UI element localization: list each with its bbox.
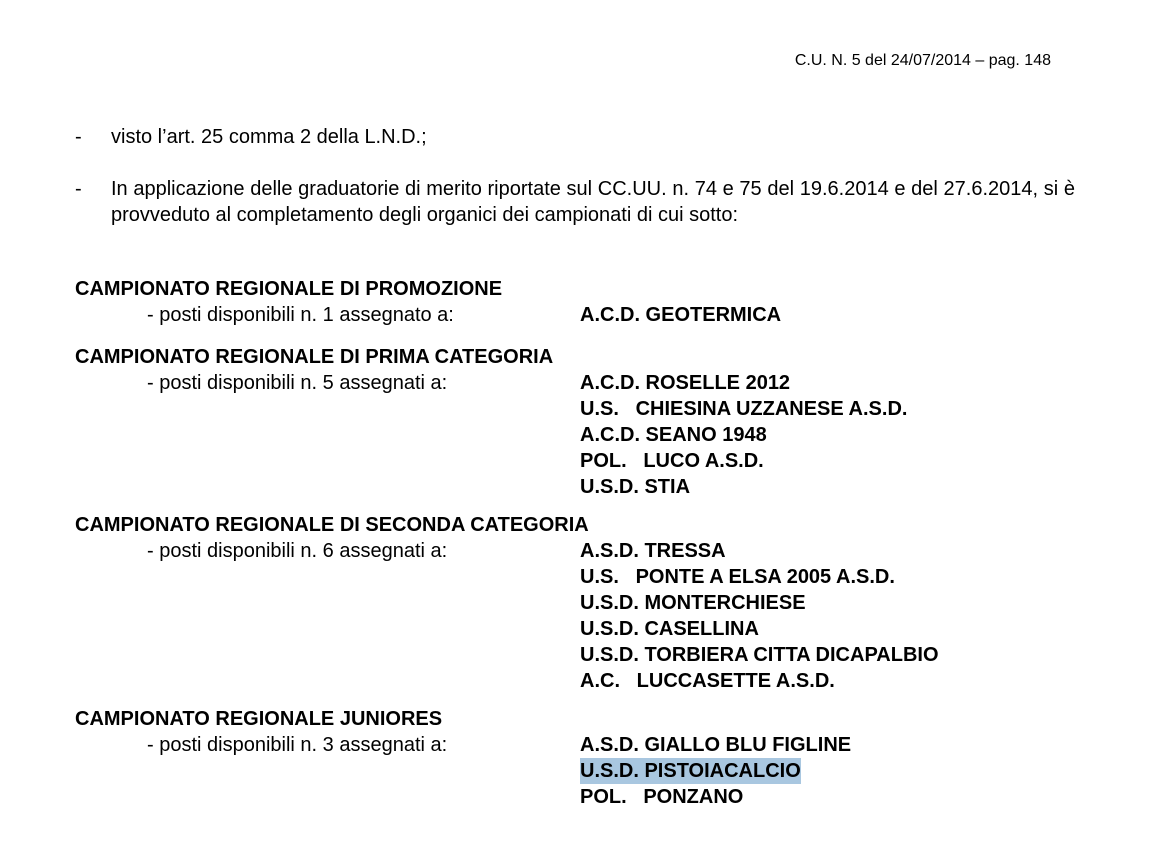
allocation-row [75, 668, 1075, 694]
assigned-team: A.C. LUCCASETTE A.S.D. [580, 670, 835, 692]
allocation-row [75, 784, 1075, 810]
championship-section [75, 706, 1075, 810]
championship-section [75, 512, 1075, 694]
assigned-team: U.S.D. STIA [580, 476, 691, 498]
allocation-row [75, 616, 1075, 642]
allocation-row [75, 448, 1075, 474]
assigned-team: U.S.D. MONTERCHIESE [580, 592, 806, 614]
allocation-label: - posti disponibili n. 5 assegnati a: [147, 372, 448, 394]
assigned-team: A.S.D. GIALLO BLU FIGLINE [580, 734, 852, 756]
allocation-label: - posti disponibili n. 6 assegnati a: [147, 540, 448, 562]
allocation-label: - posti disponibili n. 3 assegnati a: [147, 734, 448, 756]
assigned-team: POL. LUCO A.S.D. [580, 450, 764, 472]
section-title: CAMPIONATO REGIONALE DI PRIMA CATEGORIA [75, 346, 554, 368]
bullet-text: visto l’art. 25 comma 2 della L.N.D.; [111, 126, 427, 148]
allocation-row [75, 422, 1075, 448]
allocation-row [75, 474, 1075, 500]
page-header: C.U. N. 5 del 24/07/2014 – pag. 148 [794, 52, 1051, 69]
assigned-team-selected: U.S.D. PISTOIACALCIO [580, 760, 801, 782]
assigned-team: A.C.D. GEOTERMICA [580, 304, 782, 326]
allocation-row [75, 396, 1075, 422]
allocation-row [75, 564, 1075, 590]
championship-sections [75, 276, 1075, 826]
assigned-team: U.S. PONTE A ELSA 2005 A.S.D. [580, 566, 895, 588]
assigned-team: A.C.D. ROSELLE 2012 [580, 372, 791, 394]
allocation-row [75, 642, 1075, 668]
allocation-row [75, 590, 1075, 616]
bullet-item-applicazione [75, 176, 1075, 228]
assigned-team: U.S. CHIESINA UZZANESE A.S.D. [580, 398, 908, 420]
allocation-label: - posti disponibili n. 1 assegnato a: [147, 304, 454, 326]
bullet-dash: - [75, 126, 82, 148]
bullet-dash: - [75, 178, 82, 200]
allocation-row [75, 732, 1075, 758]
bullet-item-visto [75, 124, 1075, 150]
allocation-row [75, 370, 1075, 396]
championship-section [75, 276, 1075, 328]
allocation-row [75, 538, 1075, 564]
assigned-team: U.S.D. CASELLINA [580, 618, 759, 640]
assigned-team: POL. PONZANO [580, 786, 744, 808]
section-title: CAMPIONATO REGIONALE DI PROMOZIONE [75, 278, 503, 300]
section-title: CAMPIONATO REGIONALE DI SECONDA CATEGORIA [75, 514, 589, 536]
assigned-team: U.S.D. TORBIERA CITTA DICAPALBIO [580, 644, 939, 666]
section-title: CAMPIONATO REGIONALE JUNIORES [75, 708, 443, 730]
assigned-team: A.S.D. TRESSA [580, 540, 726, 562]
allocation-row [75, 758, 1075, 784]
bullet-text: In applicazione delle graduatorie di merito riportate sul CC.UU. n. 74 e 75 del 19.6.2014 e del 27.6.2014, si è provveduto al completamento degli organici dei campionati di cui sotto: [111, 178, 1075, 226]
championship-section [75, 344, 1075, 500]
allocation-row [75, 302, 1075, 328]
assigned-team: A.C.D. SEANO 1948 [580, 424, 767, 446]
